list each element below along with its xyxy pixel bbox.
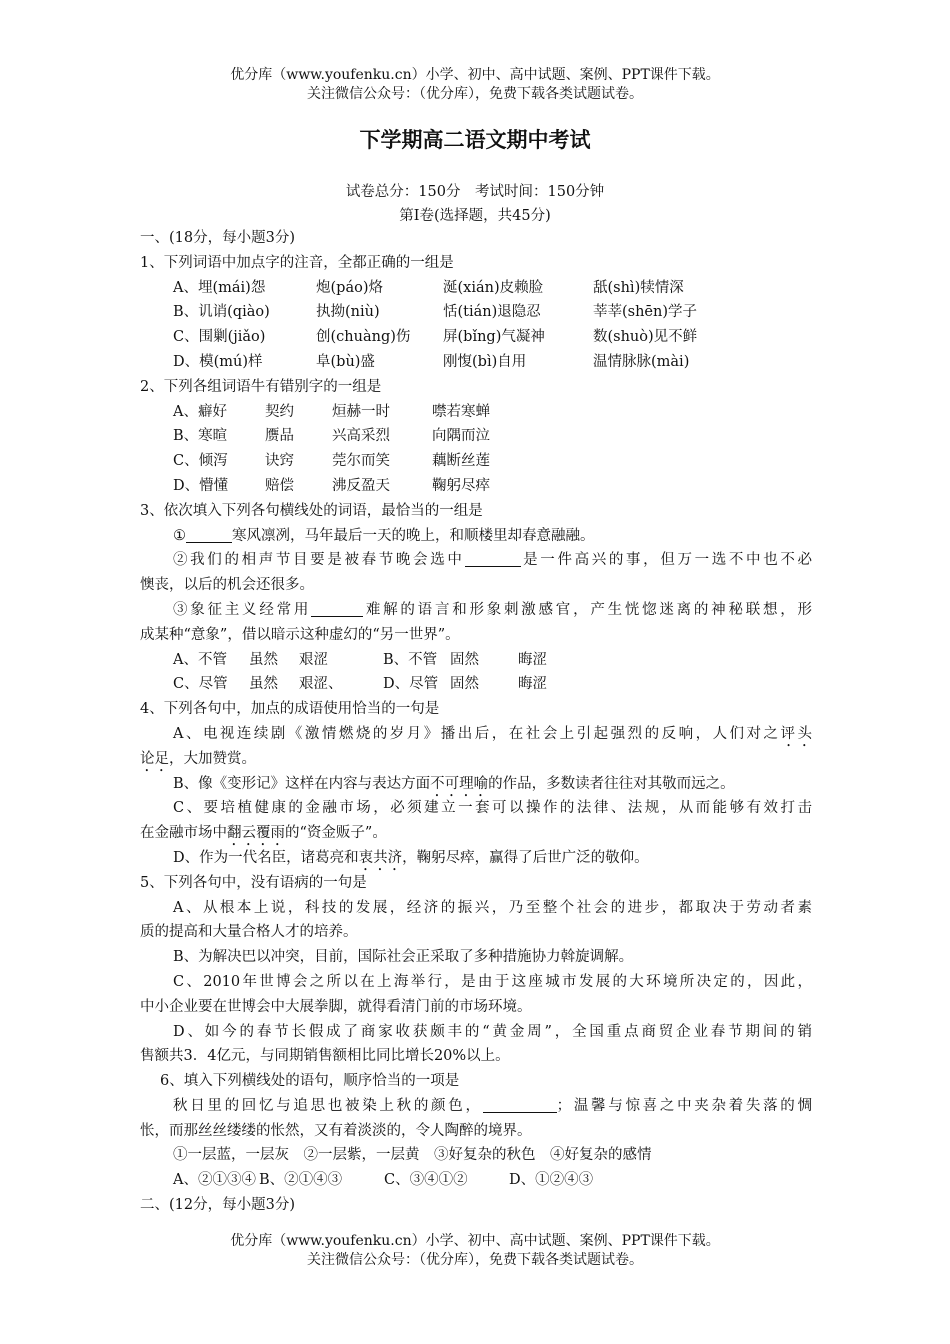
option-cell: 温情脉脉(mài) [593, 353, 690, 370]
q3-s2-text-a: ②我们的相声节目要是被春节晚会选中 [173, 552, 465, 569]
option-cell: 恬(tián)退隐忍 [443, 304, 541, 321]
q4-a-text-end: ，大加赞赏。 [169, 750, 256, 767]
q2-option-row [140, 449, 812, 474]
option-cell: B、不管 [383, 651, 438, 668]
option-cell: 虽然 [249, 676, 278, 693]
option-cell: 兴高采烈 [332, 428, 390, 445]
q3-s3-text-b: 难解的语言和形象刺激感官，产生恍惚迷离的神秘联想，形 [363, 601, 813, 618]
q2-option-row [140, 424, 812, 449]
option-cell: C、围剿(jiǎo) [173, 329, 266, 346]
q3-sentence-3-cont: 成某种“意象”，借以暗示这种虚幻的“另一世界”。 [140, 626, 460, 643]
q4-d-text-end: ，鞠躬尽瘁，赢得了后世广泛的敬仰。 [402, 849, 649, 866]
option-cell: 屏(bǐng)气凝神 [443, 329, 545, 346]
option-cell: 炮(páo)烙 [316, 279, 383, 296]
q5-option-d-cont: 售额共3．4亿元，与同期销售额相比同比增长20%以上。 [140, 1048, 510, 1065]
option-cell: D、模(mú)样 [173, 353, 263, 370]
q2-stem: 2、下列各组词语牛有错别字的一组是 [140, 378, 382, 395]
q2-option-row [140, 474, 812, 499]
q6-passage-text-a: 秋日里的回忆与追思也被染上秋的颜色， [173, 1097, 483, 1114]
q2-option-row [140, 400, 812, 425]
option-cell: 赔偿 [265, 477, 294, 494]
q3-blank-1 [186, 526, 232, 543]
option-cell: 数(shuò)见不鲜 [593, 329, 698, 346]
option-cell: 舐(shì)犊情深 [593, 279, 684, 296]
q1-option-row [140, 350, 812, 375]
q5-option-c-cont: 中小企业要在世博会中大展拳脚，就得看清门前的市场环境。 [140, 998, 532, 1015]
option-cell: 沸反盈天 [332, 477, 390, 494]
footer-line-2: 关注微信公众号：（优分库），免费下载各类试题试卷。 [307, 1252, 643, 1268]
option-cell: A、不管 [173, 651, 227, 668]
option-cell: A、埋(mái)怨 [173, 279, 266, 296]
q3-stem: 3、依次填入下列各句横线处的词语，最恰当的一组是 [140, 502, 483, 519]
option-cell: 固然 [450, 676, 479, 693]
q3-s1-num: ① [173, 527, 186, 544]
q3-s2-text-b: 是一件高兴的事，但万一选不中也不必 [520, 552, 812, 569]
q5-option-c: C、2010年世博会之所以在上海举行，是由于这座城市发展的大环境所决定的，因此， [173, 973, 812, 990]
option-cell: 创(chuàng)伤 [316, 329, 411, 346]
q3-option-row [140, 648, 812, 673]
q6-options [140, 1168, 812, 1193]
option-cell: 莘莘(shēn)学子 [593, 304, 698, 321]
option-cell: 藕断丝莲 [432, 453, 490, 470]
q5-option-a-cont: 质的提高和大量合格人才的培养。 [140, 924, 358, 941]
q4-c-idiom: 翻云覆雨 [227, 825, 285, 842]
option-cell: C、倾泻 [173, 453, 228, 470]
q4-option-d [140, 846, 812, 871]
q4-d-idiom: 衷共济 [358, 849, 403, 866]
q6-passage [140, 1094, 812, 1119]
option-cell: A、癖好 [173, 403, 227, 420]
q2-options [140, 400, 812, 499]
q6-passage-cont: 怅，而那丝丝缕缕的怅然，又有着淡淡的，令人陶醉的境界。 [140, 1122, 532, 1139]
option-cell: 艰涩 [299, 651, 328, 668]
exam-score-time: 试卷总分：150分 考试时间：150分钟 [345, 184, 605, 200]
exam-meta-block [0, 180, 950, 228]
option-cell: 晦涩 [518, 651, 547, 668]
q4-d-text: D、作为一代名臣，诸葛亮和 [173, 849, 359, 866]
q6-option-a: A、②①③④ [173, 1172, 256, 1189]
option-cell: 阜(bù)盛 [316, 353, 375, 370]
q3-sentence-1 [140, 524, 812, 549]
q4-b-idiom: 不可理喻 [430, 775, 489, 792]
q1-stem: 1、下列词语中加点字的注音，全都正确的一组是 [140, 254, 454, 271]
option-cell: D、尽管 [383, 676, 439, 693]
option-cell: 虽然 [249, 651, 278, 668]
q3-sentence-2-cont: 懊丧，以后的机会还很多。 [140, 577, 314, 594]
q5-option-d: D、如今的春节长假成了商家收获颇丰的“黄金周”，全国重点商贸企业春节期间的销 [173, 1023, 812, 1040]
q1-option-row [140, 325, 812, 350]
option-cell: 契约 [265, 403, 294, 420]
option-cell: 涎(xián)皮赖脸 [443, 279, 544, 296]
q3-options [140, 648, 812, 698]
q1-options [140, 276, 812, 375]
option-cell: 刚愎(bì)自用 [443, 353, 527, 370]
page-header [0, 66, 950, 104]
q6-option-b: B、②①④③ [259, 1172, 343, 1189]
q4-b-text: B、像《变形记》这样在内容与表达方面 [173, 775, 431, 792]
option-cell: 鞠躬尽瘁 [432, 477, 490, 494]
option-cell: 向隅而泣 [432, 428, 490, 445]
option-cell: D、懵懂 [173, 477, 229, 494]
option-cell: 莞尔而笑 [332, 453, 390, 470]
q6-items: ①一层蓝，一层灰 ②一层紫，一层黄 ③好复杂的秋色 ④好复杂的感情 [173, 1147, 652, 1164]
q6-option-c: C、③④①② [384, 1172, 468, 1189]
q3-blank-3 [311, 600, 363, 617]
q5-stem: 5、下列各句中，没有语病的一句是 [140, 874, 367, 891]
section1-heading: 一、(18分，每小题3分) [140, 230, 295, 246]
option-cell: C、尽管 [173, 676, 228, 693]
page-footer [0, 1232, 950, 1270]
option-cell: B、寒暄 [173, 428, 228, 445]
q3-option-row [140, 672, 812, 697]
q4-option-c-cont [140, 821, 812, 846]
q4-a-idiom-part2: 论足 [140, 750, 169, 767]
q4-a-text: A、电视连续剧《激情燃烧的岁月》播出后，在社会上引起强烈的反响，人们对之 [173, 725, 781, 742]
q1-option-row [140, 276, 812, 301]
q1-option-row [140, 300, 812, 325]
volume-label: 第Ⅰ卷(选择题，共45分) [399, 208, 551, 224]
option-cell: 艰涩、 [299, 676, 343, 693]
option-cell: 烜赫一时 [332, 403, 390, 420]
option-cell: 执拗(niù) [316, 304, 380, 321]
footer-line-1: 优分库（www.youfenku.cn）小学、初中、高中试题、案例、PPT课件下载。 [230, 1233, 720, 1249]
exam-title: 下学期高二语文期中考试 [359, 128, 591, 152]
q6-stem: 6、填入下列横线处的语句，顺序恰当的一项是 [160, 1073, 460, 1090]
q3-sentence-2 [140, 548, 812, 573]
q3-s3-text-a: ③象征主义经常用 [173, 601, 312, 618]
q4-b-text-end: 的作品，多数读者往往对其敬而远之。 [488, 775, 735, 792]
option-cell: 固然 [450, 651, 479, 668]
q3-s1-text: 寒风凛冽，马年最后一天的晚上，和顺楼里却春意融融。 [232, 527, 595, 544]
option-cell: B、讥诮(qiào) [173, 304, 270, 321]
q4-c-text: 在金融市场中 [140, 825, 227, 842]
q4-option-a-cont [140, 747, 812, 772]
section2-heading: 二、(12分，每小题3分) [140, 1197, 295, 1214]
header-line-1: 优分库（www.youfenku.cn）小学、初中、高中试题、案例、PPT课件下载。 [230, 67, 720, 83]
q6-blank [483, 1096, 557, 1113]
q4-stem: 4、下列各句中，加点的成语使用恰当的一句是 [140, 701, 440, 718]
q4-option-b [140, 772, 812, 797]
option-cell: 晦涩 [518, 676, 547, 693]
q4-a-idiom-part1: 评头 [780, 725, 813, 742]
exam-content [140, 226, 812, 1218]
option-cell: 噤若寒蝉 [432, 403, 490, 420]
q6-option-d: D、①②④③ [509, 1172, 594, 1189]
q4-option-a [140, 722, 812, 747]
q5-option-a: A、从根本上说，科技的发展，经济的振兴，乃至整个社会的进步，都取决于劳动者素 [173, 899, 812, 916]
q5-option-b: B、为解决巴以冲突，目前，国际社会正采取了多种措施协力斡旋调解。 [173, 949, 634, 966]
option-cell: 诀窍 [265, 453, 294, 470]
q3-blank-2 [465, 550, 521, 567]
header-line-2: 关注微信公众号：（优分库），免费下载各类试题试卷。 [307, 86, 643, 102]
option-cell: 赝品 [265, 428, 294, 445]
q4-c-text-end: 的“资金贩子”。 [285, 825, 387, 842]
q3-sentence-3 [140, 598, 812, 623]
q6-passage-text-b: ；温馨与惊喜之中夹杂着失落的惆 [556, 1097, 812, 1114]
q4-option-c: C、要培植健康的金融市场，必须建立一套可以操作的法律、法规，从而能够有效打击 [173, 800, 812, 817]
